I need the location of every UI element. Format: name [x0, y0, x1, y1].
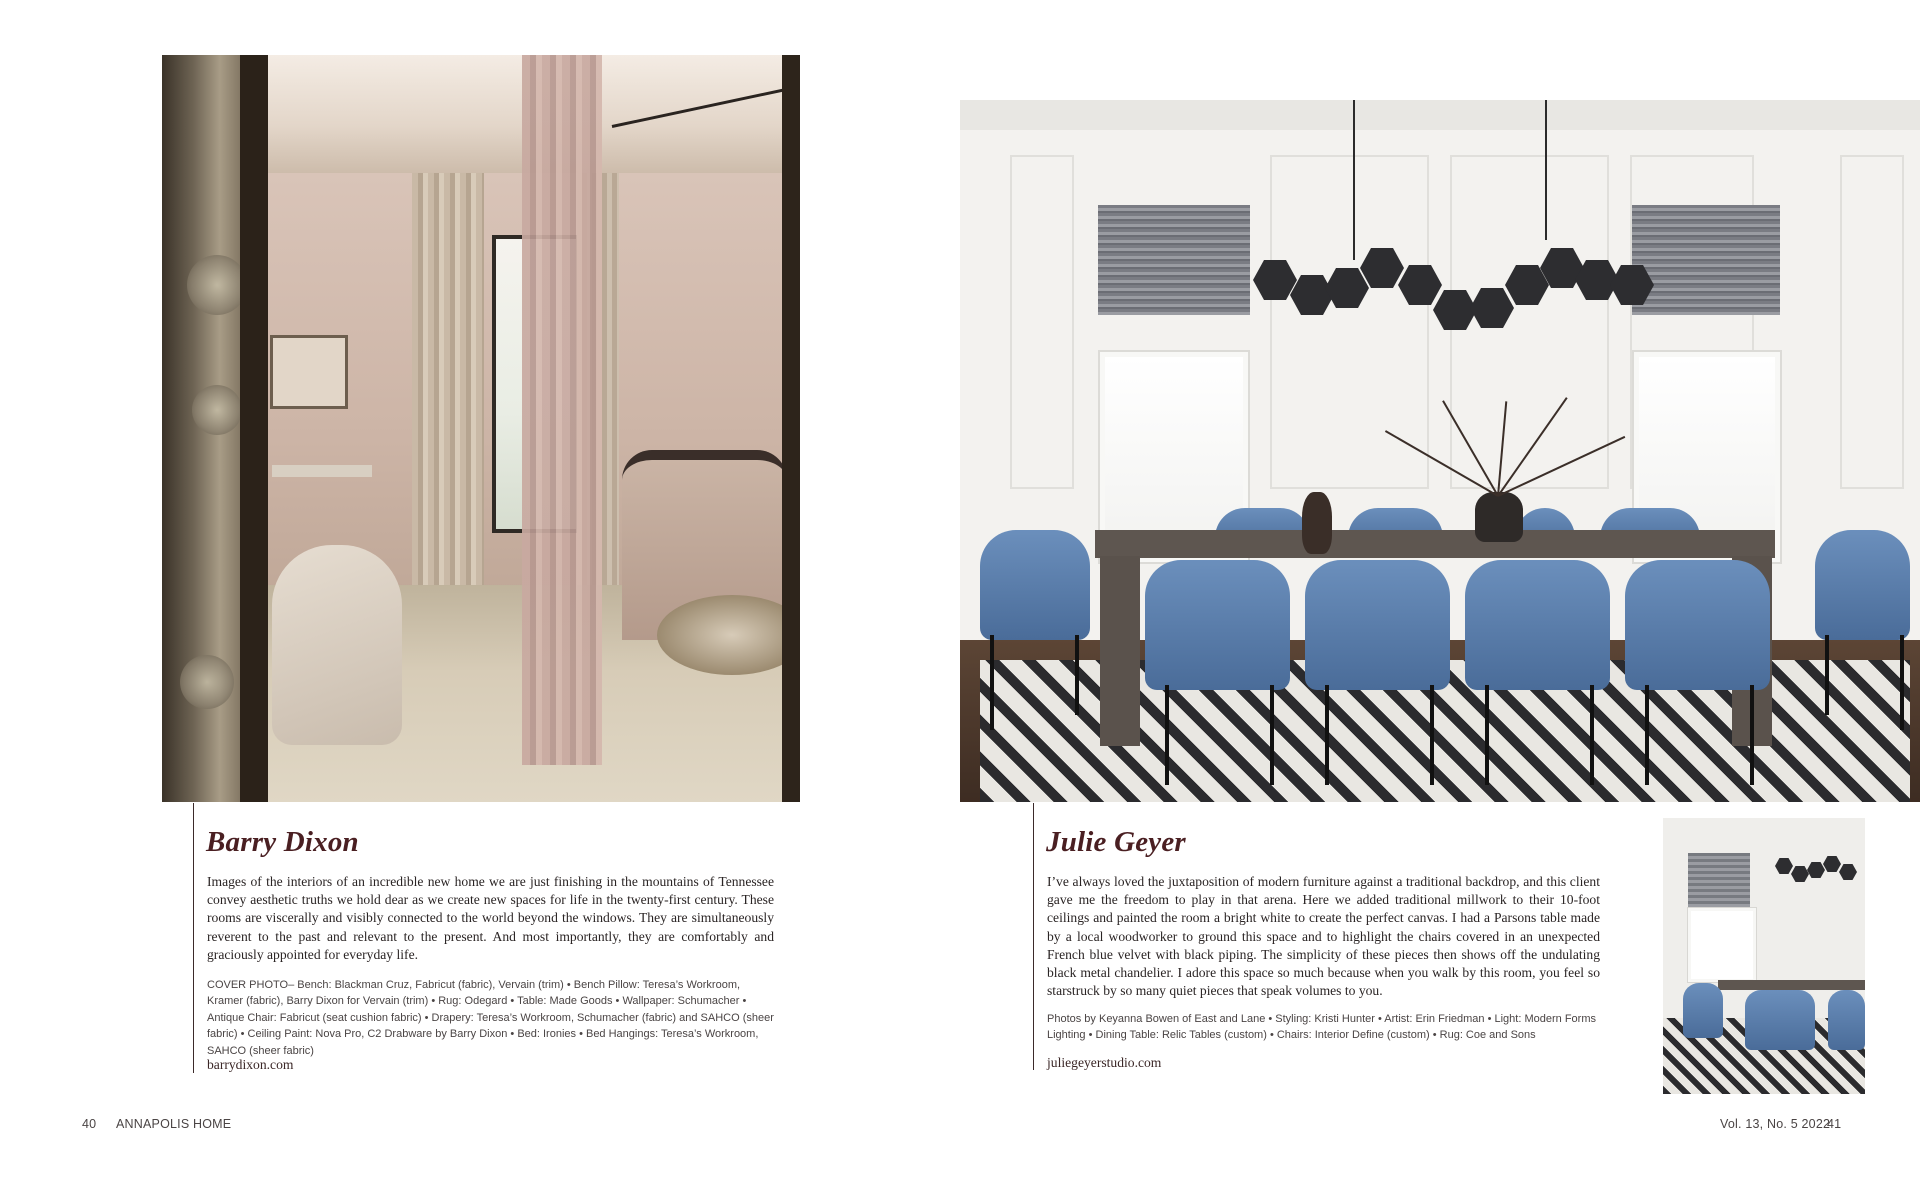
designer-name-barry-dixon: Barry Dixon — [206, 826, 359, 858]
right-column-rule — [1033, 803, 1034, 1070]
barry-dixon-credits: COVER PHOTO– Bench: Blackman Cruz, Fabricut (fabric), Vervain (trim) • Bench Pillow: Teresa’s Workroom, Kramer (fabric), Barry Dixon for Vervain (trim) • Rug: Odegard • Table: Made Goods • Wallpaper: Schumacher • Antique Chair: Fabricut (seat cushion fabric) • Drapery: Teresa’s Workroom, Schumacher (fabric) and SAHCO (sheer fabric) • Ceiling Paint: Nova Pro, C2 Drabware by Barry Dixon • Bed: Ironies • Bed Hangings: Teresa’s Workroom, SAHCO (sheer fabric) — [207, 979, 774, 1057]
designer-name-julie-geyer: Julie Geyer — [1046, 826, 1186, 858]
barry-dixon-website-link[interactable]: barrydixon.com — [207, 1057, 294, 1072]
folio-publication-title: ANNAPOLIS HOME — [116, 1117, 232, 1131]
dining-room-inset-photo — [1663, 818, 1865, 1094]
julie-geyer-body-text: I’ve always loved the juxtaposition of modern furniture against a traditional backdrop, and this client gave me the freedom to play in that arena. Here we added traditional millwork to their 10-foot ceilings and painted the room a bright white to create the perfect canvas. I had a Parsons table made by a local woodworker to ground this space and to highlight the chairs covered in an unexpected French blue velvet with black piping. The simplicity of these pieces then shows off the undulating black metal chandelier. I adore this space so much because when you walk by this room, you feel so starstruck by so many quiet pieces that speak volumes to you. — [1047, 874, 1600, 999]
left-column-rule — [193, 803, 194, 1073]
folio-issue-info: Vol. 13, No. 5 2022 — [1720, 1117, 1831, 1131]
folio-page-number-right: 41 — [1827, 1117, 1842, 1131]
barry-dixon-body-text: Images of the interiors of an incredible new home we are just finishing in the mountains of Tennessee convey aesthetic truths we hold dear as we create new spaces for life in the twenty-first century. These rooms are viscerally and visibly connected to the world beyond the windows. They are simultaneously reverent to the past and relevant to the present. And most importantly, they are comfortably and graciously appointed for everyday life. — [207, 874, 774, 962]
julie-geyer-credits: Photos by Keyanna Bowen of East and Lane • Styling: Kristi Hunter • Artist: Erin Friedman • Light: Modern Forms Lighting • Dining Table: Relic Tables (custom) • Chairs: Interior Define (custom) • Rug: Coe and Sons — [1047, 1013, 1596, 1042]
folio-page-number-left: 40 — [82, 1117, 97, 1131]
dining-room-photo — [960, 100, 1920, 802]
julie-geyer-website-link[interactable]: juliegeyerstudio.com — [1047, 1055, 1162, 1070]
bedroom-photo — [162, 55, 800, 802]
